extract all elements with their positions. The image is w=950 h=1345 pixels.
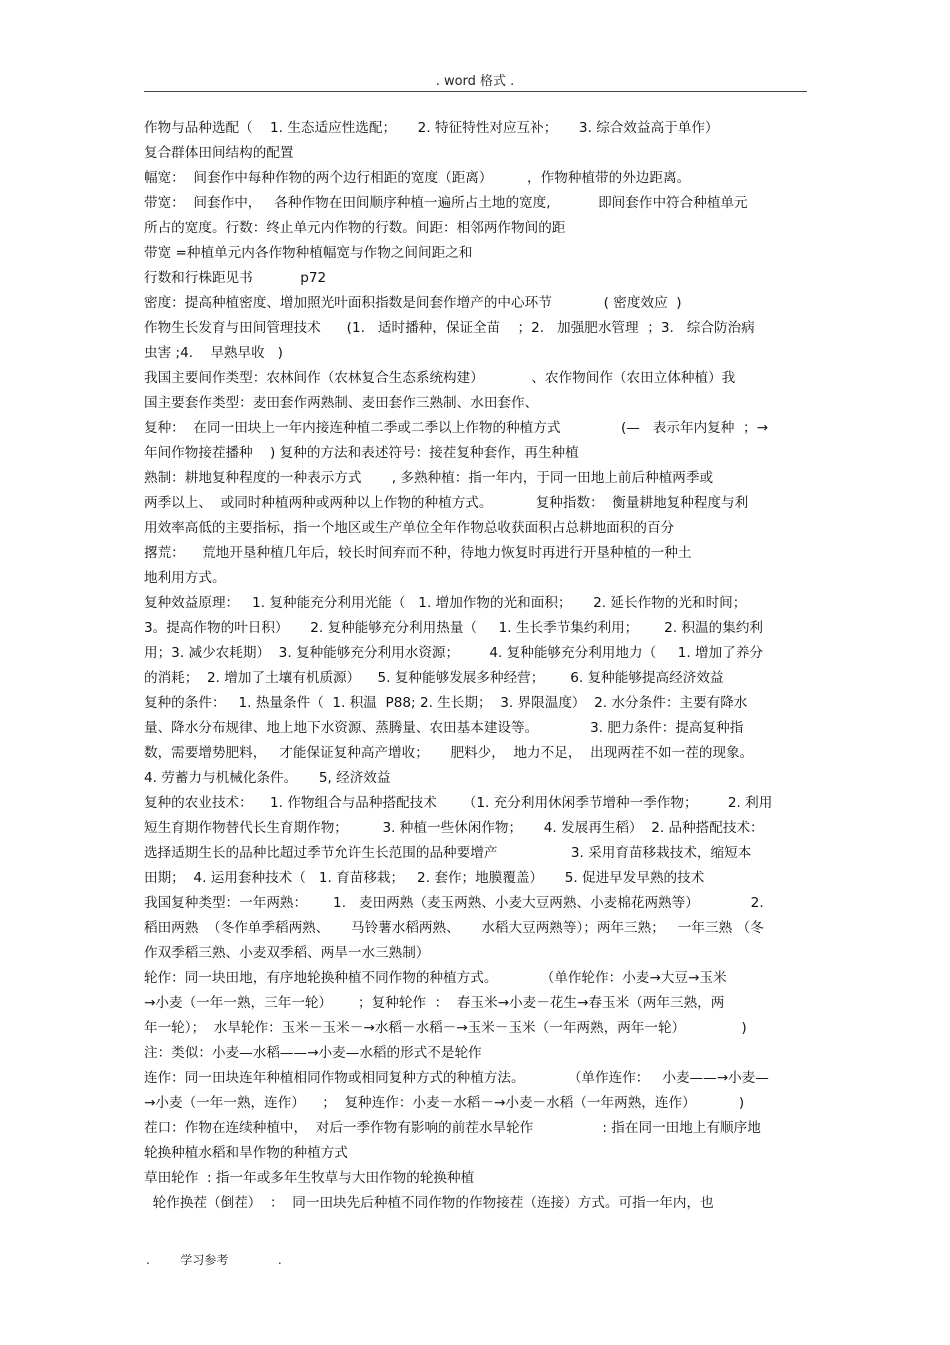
text-line: →小麦（一年一熟，连作） ； 复种连作：小麦－水稻－→小麦－水稻（一年两熟，连作） ) (144, 1095, 745, 1111)
text-line: 田期； 4. 运用套种技术（ 1. 育苗移栽； 2. 套作；地膜覆盖） 5. 促进早发早熟的技术 (144, 870, 705, 886)
text-line: 轮作：同一块田地，有序地轮换种植不同作物的种植方式。 （单作轮作：小麦→大豆→玉米 (144, 970, 727, 986)
text-line: 注：类似：小麦—水稻——→小麦—水稻的形式不是轮作 (144, 1045, 482, 1061)
page-footer: . 学习参考 . (146, 1253, 282, 1267)
text-line: 数，需要增势肥料， 才能保证复种高产增收； 肥料少， 地力不足， 出现两茬不如一茬的现象。 (144, 745, 754, 761)
page-header: . word 格式 . (435, 74, 515, 89)
text-line: 短生育期作物替代长生育期作物； 3. 种植一些休闲作物； 4. 发展再生稻） 2. 品种搭配技术： (144, 820, 764, 836)
text-line: 所占的宽度。行数：终止单元内作物的行数。间距：相邻两作物间的距 (144, 220, 566, 236)
text-line: 带宽 =种植单元内各作物种植幅宽与作物之间间距之和 (144, 245, 473, 261)
text-line: 草田轮作 : 指一年或多年生牧草与大田作物的轮换种植 (144, 1170, 475, 1186)
text-line: 用效率高低的主要指标，指一个地区或生产单位全年作物总收获面积占总耕地面积的百分 (144, 520, 675, 536)
text-line: 用；3. 减少农耗期） 3. 复种能够充分利用水资源； 4. 复种能够充分利用地力（ 1. 增加了养分 (144, 645, 764, 661)
text-line: 轮作换茬（倒茬） ： 同一田块先后种植不同作物的作物接茬（连接）方式。可指一年内，也 (144, 1195, 714, 1211)
document-body (144, 116, 808, 1216)
text-line: 选择适期生长的品种比超过季节允许生长范围的品种要增产 3. 采用育苗移栽技术，缩短本 (144, 845, 752, 861)
text-line: →小麦（一年一熟，三年一轮） ；复种轮作 ： 春玉米→小麦－花生→春玉米（两年三熟，两 (144, 995, 725, 1011)
header-rule (144, 91, 807, 92)
text-line: 的消耗； 2. 增加了土壤有机质源） 5. 复种能够发展多种经营； 6. 复种能够提高经济效益 (144, 670, 724, 686)
text-line: 稻田两熟 （冬作单季稻两熟、 马铃薯水稻两熟、 水稻大豆两熟等）；两年三熟； 一年三熟 （冬 (144, 920, 764, 936)
text-line: 行数和行株距见书 p72 (144, 270, 327, 286)
text-line: 年一轮）； 水旱轮作：玉米－玉米－→水稻－水稻－→玉米－玉米（一年两熟，两年一轮） ) (144, 1020, 747, 1036)
text-line: 我国复种类型：一年两熟： 1. 麦田两熟（麦玉两熟、小麦大豆两熟、小麦棉花两熟等） 2. (144, 895, 764, 911)
text-line: 虫害 ;4. 早熟早收 ) (144, 345, 283, 361)
text-line: 连作：同一田块连年种植相同作物或相同复种方式的种植方法。 （单作连作： 小麦——→小麦— (144, 1070, 769, 1086)
text-line: 4. 劳蓄力与机械化条件。 5, 经济效益 (144, 770, 391, 786)
text-line: 作物与品种选配（ 1. 生态适应性选配； 2. 特征特性对应互补； 3. 综合效益高于单作） (144, 120, 719, 136)
text-line: 撂荒： 荒地开垦种植几年后，较长时间弃而不种，待地力恢复时再进行开垦种植的一种土 (144, 545, 692, 561)
text-line: 量、降水分布规律、地上地下水资源、蒸腾量、农田基本建设等。 3. 肥力条件：提高复种指 (144, 720, 744, 736)
text-line: 复种： 在同一田块上一年内接连种植二季或二季以上作物的种植方式 (— 表示年内复种 ；→ (144, 420, 768, 436)
text-line: 国主要套作类型：麦田套作两熟制、麦田套作三熟制、水田套作、 (144, 395, 539, 411)
text-line: 我国主要间作类型：农林间作（农林复合生态系统构建） 、农作物间作（农田立体种植）我 (144, 370, 736, 386)
text-line: 带宽： 间套作中， 各种作物在田间顺序种植一遍所占土地的宽度, 即间套作中符合种植单元 (144, 195, 748, 211)
text-line: 熟制：耕地复种程度的一种表示方式 , 多熟种植：指一年内，于同一田地上前后种植两季或 (144, 470, 714, 486)
text-line: 年间作物接茬播种 ) 复种的方法和表述符号：接茬复种套作，再生种植 (144, 445, 579, 461)
text-line: 密度：提高种植密度、增加照光叶面积指数是间套作增产的中心环节 ( 密度效应 ) (144, 295, 682, 311)
text-line: 3。提高作物的叶日积） 2. 复种能够充分利用热量（ 1. 生长季节集约利用； 2. 积温的集约利 (144, 620, 764, 636)
text-line: 幅宽： 间套作中每种作物的两个边行相距的宽度（距离） ，作物种植带的外边距离。 (144, 170, 691, 186)
text-line: 复合群体田间结构的配置 (144, 145, 294, 161)
text-line: 两季以上、 或同时种植两种或两种以上作物的种植方式。 复种指数： 衡量耕地复种程度与利 (144, 495, 749, 511)
text-line: 作双季稻三熟、小麦双季稻、两旱一水三熟制） (144, 945, 430, 961)
text-line: 轮换种植水稻和旱作物的种植方式 (144, 1145, 348, 1161)
text-line: 地利用方式。 (144, 570, 226, 586)
text-line: 复种效益原理： 1. 复种能充分利用光能（ 1. 增加作物的光和面积； 2. 延长作物的光和时间； (144, 595, 747, 611)
text-line: 复种的农业技术： 1. 作物组合与品种搭配技术 （1. 充分利用休闲季节增种一季作物； 2. 利用 (144, 795, 773, 811)
text-line: 作物生长发育与田间管理技术 (1. 适时播种，保证全苗 ；2. 加强肥水管理 ；3. 综合防治病 (144, 320, 755, 336)
text-line: 茬口：作物在连续种植中， 对后一季作物有影响的前茬水旱轮作 : 指在同一田地上有顺序地 (144, 1120, 761, 1136)
text-line: 复种的条件： 1. 热量条件（ 1. 积温 P88; 2. 生长期； 3. 界限温度） 2. 水分条件：主要有降水 (144, 695, 748, 711)
